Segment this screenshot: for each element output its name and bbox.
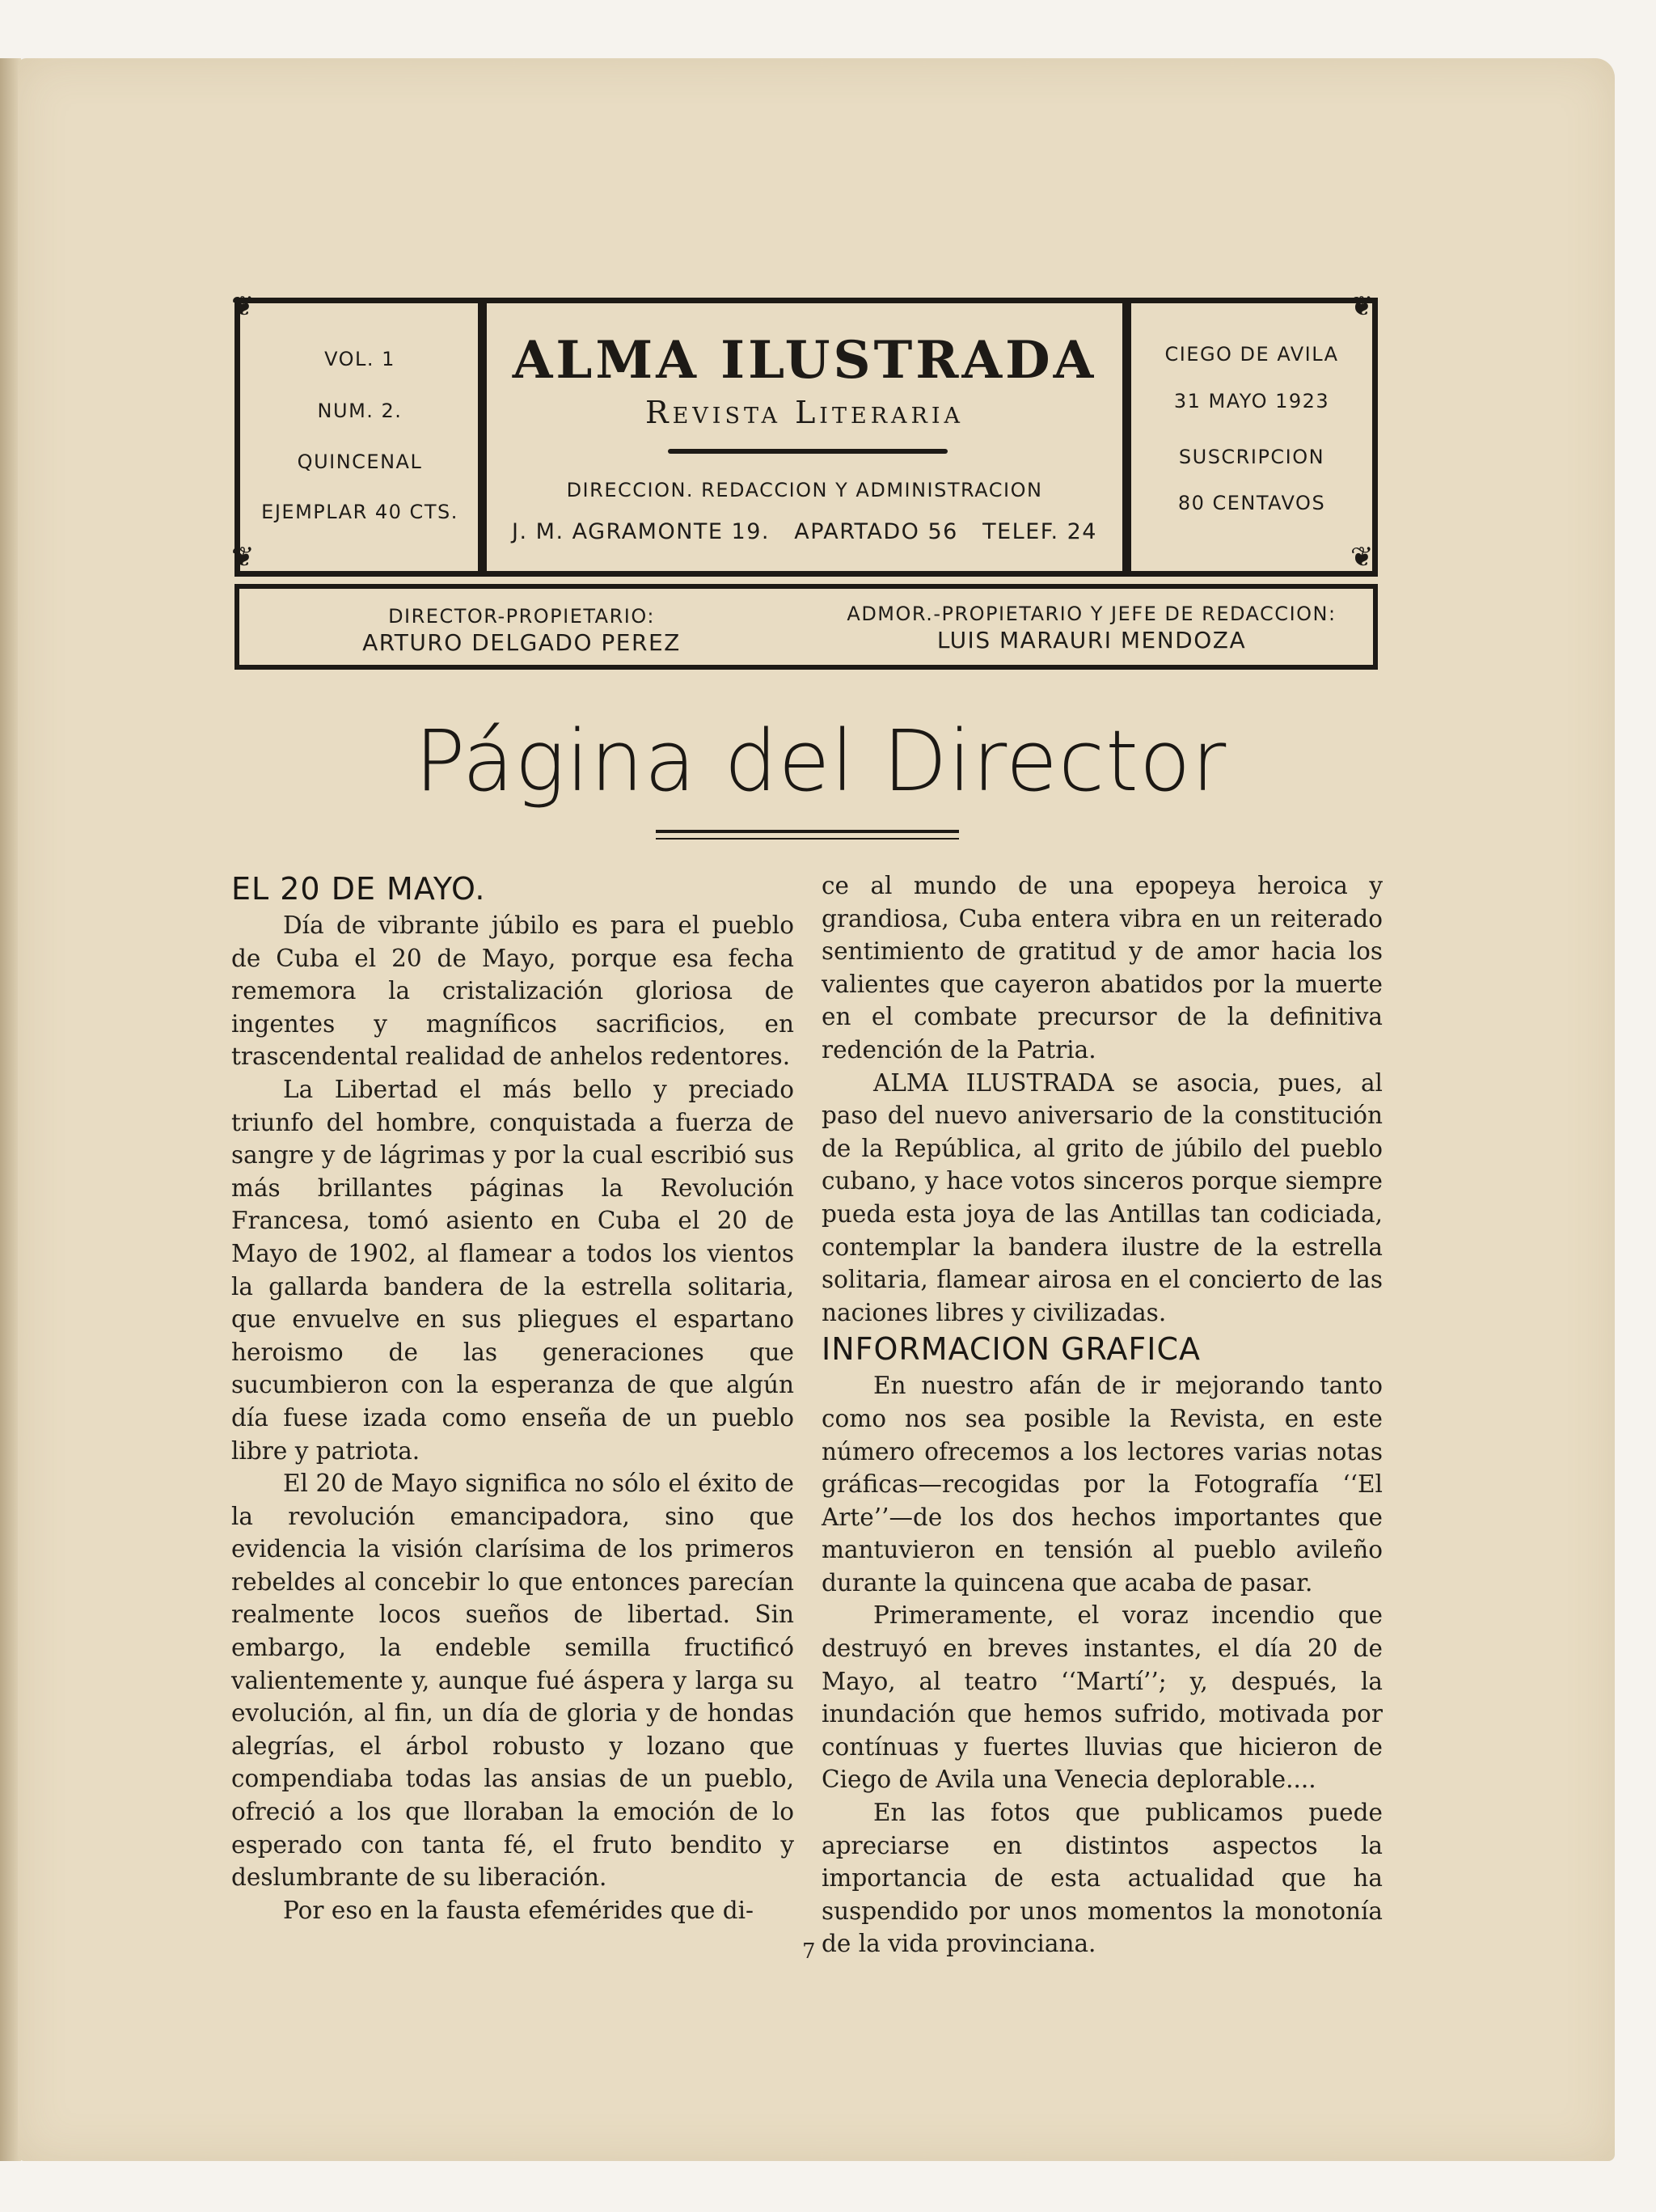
director-label: DIRECTOR-PROPIETARIO: bbox=[388, 605, 655, 628]
director-name: ARTURO DELGADO PEREZ bbox=[362, 629, 681, 656]
masthead-rule bbox=[668, 449, 948, 454]
article-paragraph: Por eso en la fausta efemérides que di- bbox=[283, 1896, 754, 1924]
right-column bbox=[822, 869, 1383, 1960]
admin-label: ADMOR.-PROPIETARIO Y JEFE DE REDACCION: bbox=[847, 603, 1337, 625]
ornament-top-right-icon: ❦ bbox=[1350, 290, 1374, 323]
number-label: NUM. 2. bbox=[317, 400, 403, 422]
article-paragraph: La Libertad el más bello y preciado triunfo del hombre, conquistada a fuerza de sangre y de lágrimas y por la cual escribió sus más brillantes páginas la Revolución Francesa, tomó asiento en Cuba el 20 de Mayo de 1902, al flamear a todos los vientos la gallarda bandera de la estrella solitaria, que envuelve en sus pliegues el espartano heroismo de las generaciones que sucumbieron con la esperanza de que algún día fuese izada como enseña de un pueblo libre y patriota. bbox=[231, 1075, 794, 1465]
masthead-right-box bbox=[1126, 298, 1378, 577]
page-title: Página del Director bbox=[414, 712, 1227, 810]
subscription-price: 80 CENTAVOS bbox=[1177, 492, 1326, 514]
magazine-title: ALMA ILUSTRADA bbox=[512, 330, 1097, 391]
article-paragraph-continued: ce al mundo de una epopeya heroica y grandiosa, Cuba entera vibra en un reiterado sentimiento de gratitud y de amor hacia los valientes que cayeron abatidos por la muerte en el combate precursor de la definitiva redención de la Patria. bbox=[822, 872, 1383, 1064]
article-paragraph: En las fotos que publicamos puede apreciarse en distintos aspectos la importancia de esta actualidad que ha suspendido por unos momentos la monotonía de la vida provinciana. bbox=[822, 1799, 1383, 1958]
direction-line: DIRECCION. REDACCION Y ADMINISTRACION bbox=[566, 479, 1043, 501]
article-paragraph: Primeramente, el voraz incendio que destruyó en breves instantes, el día 20 de Mayo, al teatro ‘‘Martí’’; y, después, la inundación que hemos sufrido, motivada por contínuas y fuertes lluvias que hicieron de Ciego de Avila una Venecia deplorable.... bbox=[822, 1601, 1383, 1794]
article-heading-informacion-grafica: INFORMACION GRAFICA bbox=[822, 1331, 1201, 1368]
magazine-subtitle: Revista Literaria bbox=[644, 395, 965, 430]
address-line: J. M. AGRAMONTE 19. APARTADO 56 TELEF. 24 bbox=[512, 519, 1097, 544]
title-rule bbox=[656, 830, 959, 833]
left-column bbox=[231, 869, 794, 1927]
ornament-bottom-left-icon: ❦ bbox=[231, 541, 255, 573]
issue-date: 31 MAYO 1923 bbox=[1173, 390, 1330, 412]
page-number: 7 bbox=[802, 1939, 816, 1964]
article-paragraph: ALMA ILUSTRADA se asocia, pues, al paso del nuevo aniversario de la constitución de la República, al grito de júbilo del pueblo cubano, y hace votos sinceros porque siempre pueda esta joya de las Antillas tan codiciada, contemplar la bandera ilustre de la estrella solitaria, flamear airosa en el concierto de las naciones libres y civilizadas. bbox=[822, 1068, 1383, 1326]
article-paragraph: Día de vibrante júbilo es para el pueblo de Cuba el 20 de Mayo, porque esa fecha rememora la cristalización gloriosa de ingentes y magníficos sacrificios, en trascendental realidad de anhelos redentores. bbox=[231, 911, 794, 1071]
masthead-left-box bbox=[234, 298, 484, 577]
ornament-bottom-right-icon: ❦ bbox=[1350, 541, 1374, 573]
article-heading-20-de-mayo: EL 20 DE MAYO. bbox=[231, 871, 486, 907]
price-label: EJEMPLAR 40 CTS. bbox=[261, 501, 458, 523]
article-paragraph: En nuestro afán de ir mejorando tanto como nos sea posible la Revista, en este número ofrecemos a los lectores varias notas gráficas—recogidas por la Fotografía ‘‘El Arte’’—de los dos hechos importantes que mantuvieron en tensión al pueblo avileño durante la quincena que acaba de pasar. bbox=[822, 1372, 1383, 1597]
ornament-top-left-icon: ❦ bbox=[231, 290, 255, 323]
admin-name: LUIS MARAURI MENDOZA bbox=[936, 627, 1247, 653]
subscription-label: SUSCRIPCION bbox=[1178, 446, 1325, 468]
article-paragraph: El 20 de Mayo significa no sólo el éxito de la revolución emancipadora, sino que evidencia la visión clarísima de los primeros rebeldes al concebir lo que entonces parecían realmente locos sueños de libertad. Sin embargo, la endeble semilla fructificó valientemente y, aunque fué áspera y larga su evolución, al fin, un día de gloria y de hondas alegrías, el árbol robusto y lozano que compendiaba todas las ansias de un pueblo, ofreció a los que lloraban la emoción de lo esperado con tanta fé, el fruto bendito y deslumbrante de su liberación. bbox=[231, 1470, 794, 1892]
volume-label: VOL. 1 bbox=[324, 348, 395, 370]
title-rule-thin bbox=[656, 838, 959, 840]
city-label: CIEGO DE AVILA bbox=[1164, 343, 1339, 366]
frequency-label: QUINCENAL bbox=[297, 450, 423, 473]
